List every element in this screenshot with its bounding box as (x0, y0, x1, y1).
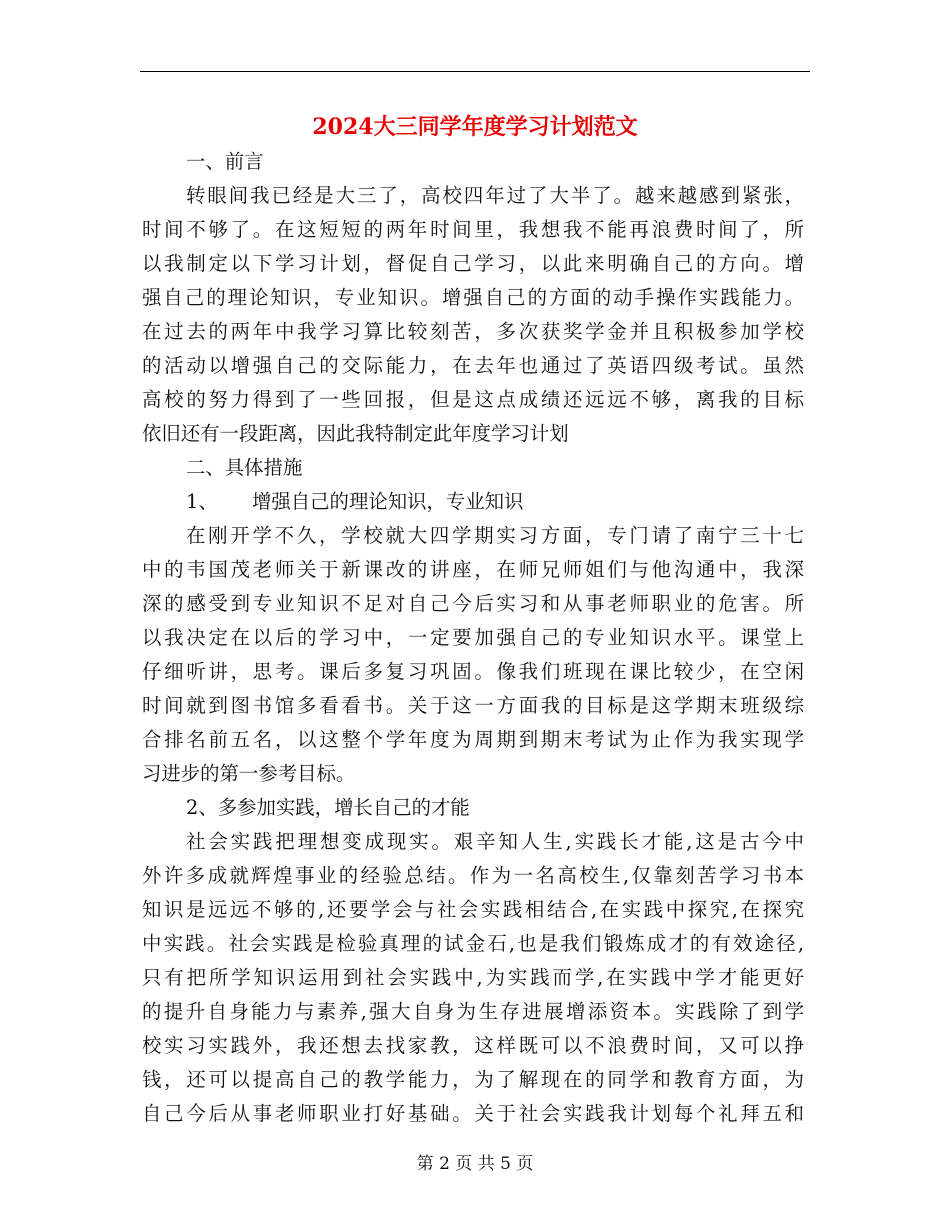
subheading-theory (142, 485, 804, 519)
section-heading-preface: 一、前言 (186, 150, 264, 173)
paragraph-line: 转眼间我已经是大三了，高校四年过了大半了。越来越感到紧张， (186, 184, 804, 207)
paragraph-line: 中的韦国茂老师关于新课改的讲座，在师兄师姐们与他沟通中，我深 (142, 558, 804, 581)
paragraph-line: 以我制定以下学习计划，督促自己学习，以此来明确自己的方向。增 (142, 252, 804, 275)
subheading-text: 增强自己的理论知识，专业知识 (252, 490, 524, 513)
paragraph-line: 合排名前五名，以这整个学年度为周期到期末考试为止作为我实现学 (142, 728, 804, 751)
paragraph-line: 依旧还有一段距离，因此我特制定此年度学习计划 (142, 422, 569, 445)
section-heading-measures: 二、具体措施 (186, 456, 303, 479)
paragraph-line: 时间不够了。在这短短的两年时间里，我想我不能再浪费时间了，所 (142, 218, 804, 241)
paragraph-line: 在过去的两年中我学习算比较刻苦，多次获奖学金并且积极参加学校 (142, 320, 804, 343)
paragraph-line: 的提升自身能力与素养,强大自身为生存进展增添资本。实践除了到学 (142, 1000, 804, 1023)
page-number: 第 2 页 共 5 页 (416, 1154, 534, 1174)
paragraph-line: 高校的努力得到了一些回报，但是这点成绩还远远不够，离我的目标 (142, 388, 804, 411)
paragraph-line: 自己今后从事老师职业打好基础。关于社会实践我计划每个礼拜五和 (142, 1102, 804, 1125)
paragraph-line: 仔细听讲，思考。课后多复习巩固。像我们班现在课比较少，在空闲 (142, 660, 804, 683)
paragraph-line: 在刚开学不久，学校就大四学期实习方面，专门请了南宁三十七 (186, 524, 804, 547)
paragraph-line: 校实习实践外，我还想去找家教，这样既可以不浪费时间，又可以挣 (142, 1034, 804, 1057)
paragraph-line: 习进步的第一参考目标。 (142, 762, 356, 785)
header-rule (140, 71, 810, 72)
paragraph-line: 中实践。社会实践是检验真理的试金石,也是我们锻炼成才的有效途径, (142, 932, 804, 955)
paragraph-line: 只有把所学知识运用到社会实践中,为实践而学,在实践中学才能更好 (142, 966, 804, 989)
subheading-number: 1、 (186, 490, 218, 513)
subheading-practice: 2、多参加实践，增长自己的才能 (186, 796, 470, 819)
paragraph-line: 外许多成就辉煌事业的经验总结。作为一名高校生,仅靠刻苦学习书本 (142, 864, 804, 887)
paragraph-line: 知识是远远不够的,还要学会与社会实践相结合,在实践中探究,在探究 (142, 898, 804, 921)
paragraph-line: 钱，还可以提高自己的教学能力，为了解现在的同学和教育方面，为 (142, 1068, 804, 1091)
paragraph-line: 深的感受到专业知识不足对自己今后实习和从事老师职业的危害。所 (142, 592, 804, 615)
document-body (142, 145, 804, 1131)
paragraph-line: 的活动以增强自己的交际能力，在去年也通过了英语四级考试。虽然 (142, 354, 804, 377)
paragraph-line: 时间就到图书馆多看看书。关于这一方面我的目标是这学期末班级综 (142, 694, 804, 717)
document-title: 2024大三同学年度学习计划范文 (312, 114, 638, 140)
paragraph-line: 以我决定在以后的学习中，一定要加强自己的专业知识水平。课堂上 (142, 626, 804, 649)
paragraph-line: 社会实践把理想变成现实。艰辛知人生,实践长才能,这是古今中 (186, 830, 804, 853)
paragraph-line: 强自己的理论知识，专业知识。增强自己的方面的动手操作实践能力。 (142, 286, 804, 309)
